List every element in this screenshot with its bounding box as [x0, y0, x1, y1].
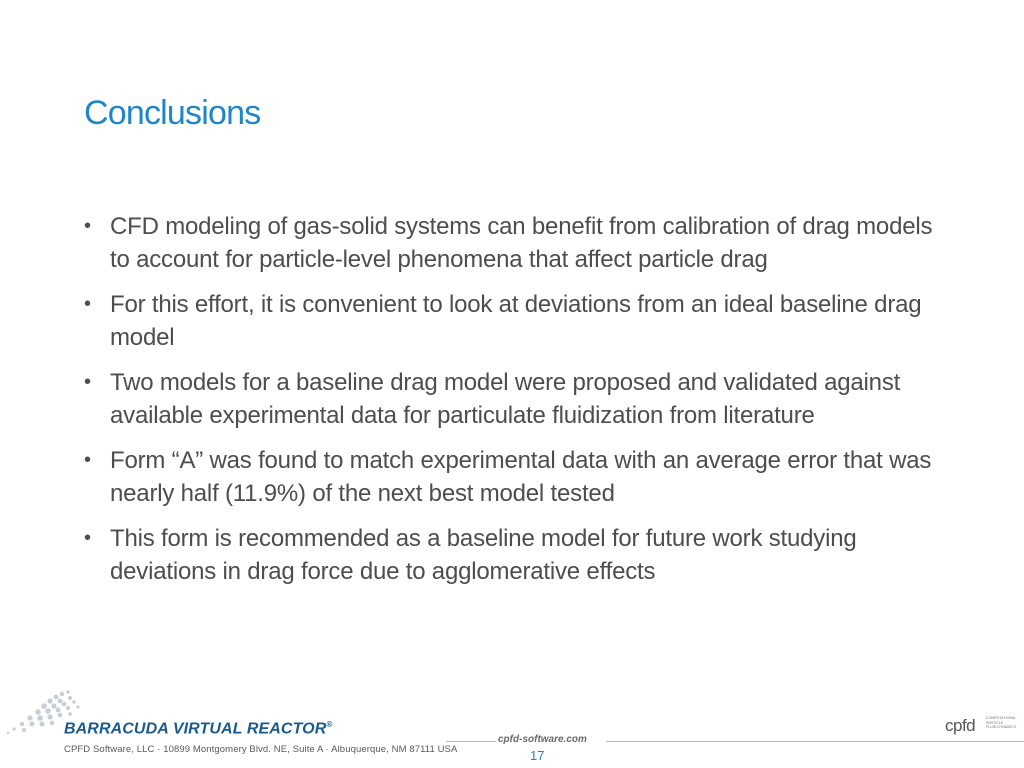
cpfd-logo-subtext: COMPUTATIONAL PARTICLE FLUID DYNAMICS [986, 716, 1017, 729]
bullet-list [84, 210, 944, 600]
page-number: 17 [530, 748, 545, 763]
slide-title: Conclusions [84, 94, 261, 132]
bullet-item [84, 444, 944, 510]
bullet-dot-icon: • [84, 449, 91, 471]
bullet-dot-icon: • [84, 293, 91, 315]
bullet-item [84, 366, 944, 432]
bullet-text: CFD modeling of gas-solid systems can benefit from calibration of drag models to account for particle-level phenomena that affect particle drag [110, 213, 933, 273]
bullet-dot-icon: • [84, 527, 91, 549]
footer-divider [606, 741, 1024, 742]
bullet-text: For this effort, it is convenient to look at deviations from an ideal baseline drag model [110, 291, 922, 351]
footer-divider [446, 741, 496, 742]
bullet-item [84, 522, 944, 588]
bullet-text: This form is recommended as a baseline model for future work studying deviations in drag force due to agglomerative effects [110, 525, 857, 585]
bullet-dot-icon: • [84, 371, 91, 393]
company-address: CPFD Software, LLC · 10899 Montgomery Blvd. NE, Suite A · Albuquerque, NM 87111 USA [64, 744, 458, 755]
cpfd-logo: cpfd [945, 716, 976, 735]
website-link[interactable]: cpfd-software.com [498, 734, 587, 745]
bullet-text: Form “A” was found to match experimental data with an average error that was nearly half (11.9%) of the next best model tested [110, 447, 932, 507]
brand-name: BARRACUDA VIRTUAL REACTOR® [64, 720, 333, 738]
bullet-dot-icon: • [84, 215, 91, 237]
bullet-text: Two models for a baseline drag model were proposed and validated against available experimental data for particulate fluidization from literature [110, 369, 901, 429]
bullet-item [84, 210, 944, 276]
bullet-item [84, 288, 944, 354]
